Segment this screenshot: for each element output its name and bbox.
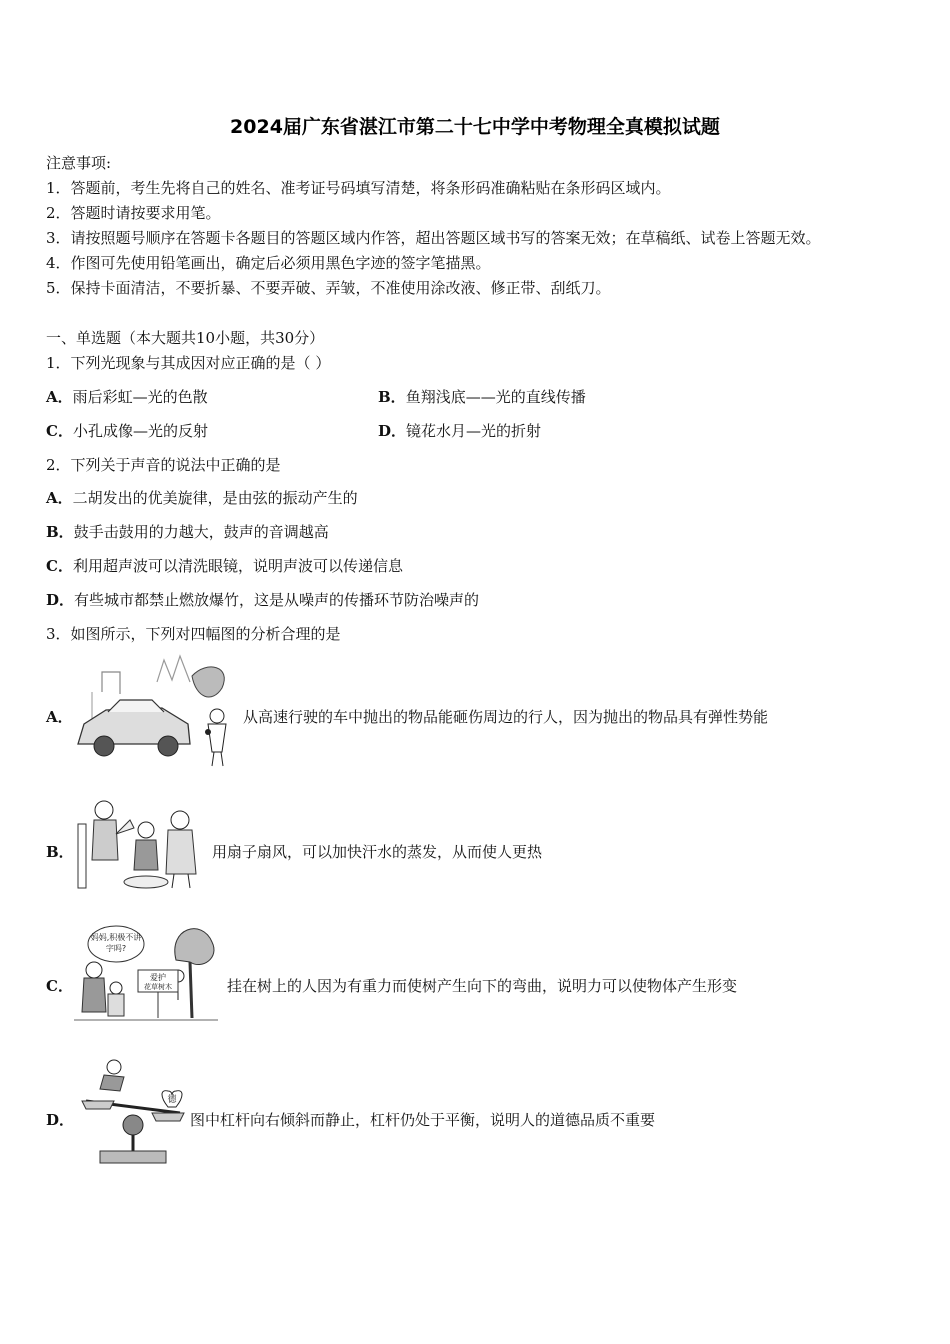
option-c (46, 556, 403, 576)
option-b (46, 522, 329, 542)
question-stem: 1．下列光现象与其成因对应正确的是（ ） (46, 354, 331, 372)
option-text: 挂在树上的人因为有重力而使树产生向下的弯曲，说明力可以使物体产生形变 (227, 977, 738, 995)
option-label: C． (46, 977, 73, 995)
section-heading: 一、单选题（本大题共10小题，共30分） (46, 329, 325, 347)
option-label: D． (46, 591, 75, 609)
svg-text:花草树木: 花草树木 (144, 983, 172, 991)
notice-heading: 注意事项: (46, 154, 112, 172)
option-text: 鼓手击鼓用的力越大，鼓声的音调越高 (73, 523, 329, 541)
option-label: A． (46, 708, 73, 726)
car-throwing-illustration (72, 652, 240, 770)
option-label: D． (378, 422, 407, 440)
option-text: 镜花水月—光的折射 (406, 422, 542, 440)
option-text: 鱼翔浅底——光的直线传播 (405, 388, 586, 406)
option-text: 从高速行驶的车中抛出的物品能砸伤周边的行人，因为抛出的物品具有弹性势能 (243, 708, 769, 726)
option-label: B． (46, 523, 74, 541)
option-label: B． (46, 843, 74, 861)
fan-family-illustration (72, 790, 210, 892)
option-text: 小孔成像—光的反射 (72, 422, 208, 440)
notice-item: 1．答题前，考生先将自己的姓名、准考证号码填写清楚，将条形码准确粘贴在条形码区域内。 (46, 179, 671, 197)
option-d (46, 590, 479, 610)
notice-item: 4．作图可先使用铅笔画出，确定后必须用黑色字迹的签字笔描黑。 (46, 254, 491, 272)
option-d (378, 421, 541, 441)
balance-scale-illustration (76, 1055, 190, 1167)
option-a (46, 387, 208, 407)
option-text: 用扇子扇风，可以加快汗水的蒸发，从而使人更热 (212, 843, 543, 861)
option-label: B． (378, 388, 406, 406)
option-text: 二胡发出的优美旋律，是由弦的振动产生的 (72, 489, 358, 507)
notice-item: 3．请按照题号顺序在答题卡各题目的答题区域内作答，超出答题区域书写的答案无效；在草稿纸、试卷上答题无效。 (46, 229, 821, 247)
page-title: 2024届广东省湛江市第二十七中学中考物理全真模拟试题 (230, 116, 720, 138)
option-text: 有些城市都禁止燃放爆竹，这是从噪声的传播环节防治噪声的 (74, 591, 480, 609)
svg-text:爱护: 爱护 (150, 973, 166, 982)
option-c (46, 421, 208, 441)
tree-hanging-illustration (72, 918, 220, 1026)
option-text: 利用超声波可以清洗眼镜，说明声波可以传递信息 (72, 557, 403, 575)
notice-item: 2．答题时请按要求用笔。 (46, 204, 221, 222)
option-label: D． (46, 1111, 75, 1129)
svg-text:妈妈,积极不讲: 妈妈,积极不讲 (90, 933, 142, 942)
question-stem: 2．下列关于声音的说法中正确的是 (46, 456, 281, 474)
option-label: C． (46, 422, 73, 440)
option-label: C． (46, 557, 73, 575)
svg-text:德: 德 (167, 1095, 177, 1105)
option-text: 雨后彩虹—光的色散 (72, 388, 208, 406)
notice-item: 5．保持卡面清洁，不要折暴、不要弄破、弄皱，不准使用涂改液、修正带、刮纸刀。 (46, 279, 611, 297)
option-text: 图中杠杆向右倾斜而静止，杠杆仍处于平衡，说明人的道德品质不重要 (190, 1111, 656, 1129)
question-stem: 3．如图所示，下列对四幅图的分析合理的是 (46, 625, 341, 643)
svg-text:字吗?: 字吗? (105, 944, 127, 953)
option-label: A． (46, 388, 73, 406)
option-label: A． (46, 489, 73, 507)
option-a (46, 488, 358, 508)
option-b (378, 387, 586, 407)
